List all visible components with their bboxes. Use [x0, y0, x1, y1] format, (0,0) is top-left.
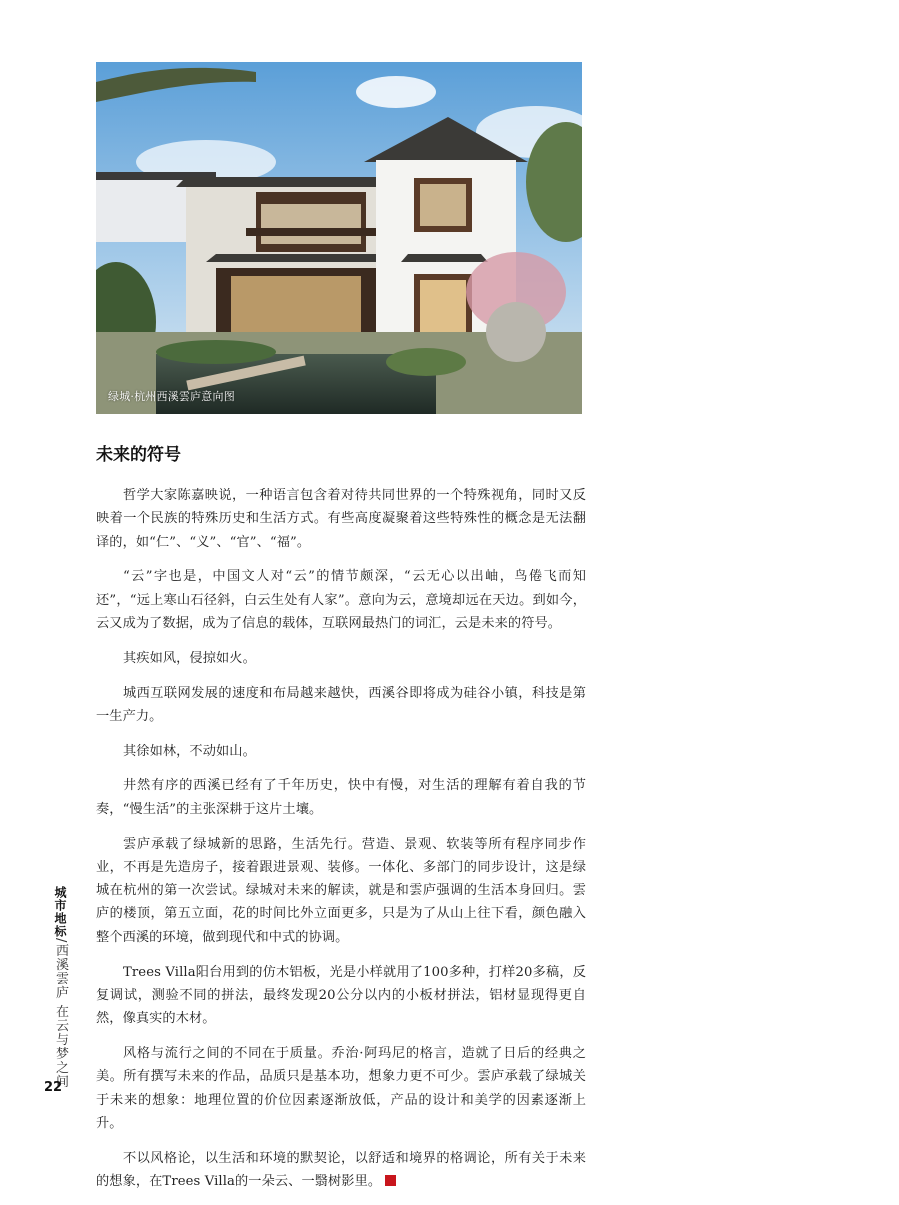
- paragraph: 风格与流行之间的不同在于质量。乔治·阿玛尼的格言，造就了日后的经典之美。所有撰写未来的作品，品质只是基本功，想象力更不可少。雲庐承载了绿城关于未来的想象：地理位置的价位因素逐渐放低，产品的设计和美学的因素逐渐上升。: [96, 1045, 586, 1131]
- end-mark-square-icon: [385, 1175, 396, 1186]
- article-body: [96, 484, 586, 1205]
- paragraph: 哲学大家陈嘉映说，一种语言包含着对待共同世界的一个特殊视角，同时又反映着一个民族的特殊历史和生活方式。有些高度凝聚着这些特殊性的概念是无法翻译的，如“仁”、“义”、“官”、“福”。: [96, 488, 586, 550]
- section-sidebar: [40, 886, 74, 1096]
- page-number: 22: [44, 1080, 63, 1095]
- hero-photo: [96, 62, 582, 414]
- sidebar-label: [52, 886, 68, 1089]
- sidebar-column-name: 城市地标: [53, 886, 67, 938]
- paragraph-last: [96, 1147, 586, 1194]
- paragraph: 井然有序的西溪已经有了千年历史，快中有慢，对生活的理解有着自我的节奏，“慢生活”的主张深耕于这片土壤。: [96, 778, 586, 817]
- sidebar-separator: /: [53, 938, 68, 944]
- photo-caption: 绿城·杭州西溪雲庐意向图: [108, 390, 235, 403]
- sidebar-topic: 西溪雲庐 在云与梦之间: [53, 943, 68, 1089]
- paragraph-text: 不以风格论，以生活和环境的默契论，以舒适和境界的格调论，所有关于未来的想象，在Trees Villa的一朵云、一翳树影里。: [96, 1150, 586, 1189]
- paragraph: 其疾如风，侵掠如火。: [123, 650, 256, 666]
- paragraph: 其徐如林，不动如山。: [123, 743, 256, 759]
- paragraph: 雲庐承载了绿城新的思路，生活先行。营造、景观、软装等所有程序同步作业，不再是先造房子，接着跟进景观、装修。一体化、多部门的同步设计，这是绿城在杭州的第一次尝试。绿城对未来的解读，就是和雲庐强调的生活本身回归。雲庐的楼顶，第五立面，花的时间比外立面更多，只是为了从山上往下看，颜色融入整个西溪的环境，做到现代和中式的协调。: [96, 836, 586, 945]
- section-title: 未来的符号: [96, 445, 181, 465]
- villa-rendering-image: [96, 62, 582, 414]
- paragraph: Trees Villa阳台用到的仿木铝板，光是小样就用了100多种，打样20多稿，反复调试，测验不同的拼法，最终发现20公分以内的小板材拼法，铝材显现得更自然，像真实的木材。: [96, 964, 586, 1027]
- paragraph: “云”字也是，中国文人对“云”的情节颇深，“云无心以出岫，鸟倦飞而知还”，“远上寒山石径斜，白云生处有人家”。意向为云，意境却远在天边。到如今，云又成为了数据，成为了信息的载体，互联网最热门的词汇，云是未来的符号。: [96, 569, 586, 631]
- paragraph: 城西互联网发展的速度和布局越来越快，西溪谷即将成为硅谷小镇，科技是第一生产力。: [96, 685, 586, 724]
